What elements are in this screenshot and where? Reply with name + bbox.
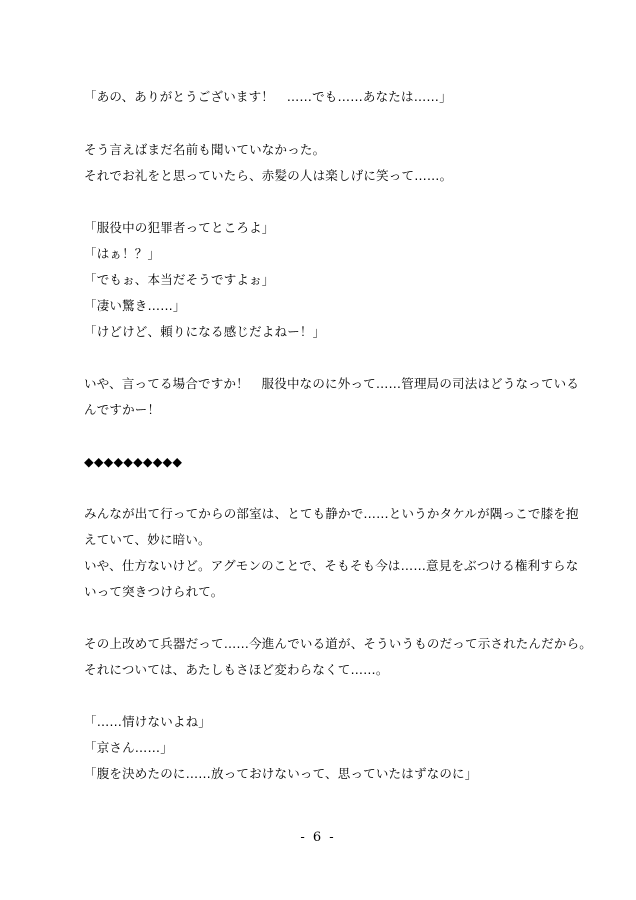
text-line-19: 「京さん……」 bbox=[84, 740, 173, 755]
text-line-5: 「はぁ！？」 bbox=[84, 246, 161, 261]
text-line-9: いや、言ってる場合ですか！ 服役中なのに外って……管理局の司法はどうなっている bbox=[84, 376, 580, 391]
section-divider: ◆◆◆◆◆◆◆◆◆◆ bbox=[84, 454, 183, 469]
text-line-10: んですかー！ bbox=[84, 402, 161, 417]
text-line-6: 「でもぉ、本当だそうですよぉ」 bbox=[84, 272, 275, 287]
text-line-8: 「けどけど、頼りになる感じだよねー！」 bbox=[84, 324, 326, 339]
text-line-2: そう言えばまだ名前も聞いていなかった。 bbox=[84, 142, 326, 157]
text-line-17: それについては、あたしもさほど変わらなくて……。 bbox=[84, 662, 389, 677]
page-number: - 6 - bbox=[300, 830, 336, 845]
text-line-3: それでお礼をと思っていたら、赤髪の人は楽しげに笑って……。 bbox=[84, 168, 453, 183]
text-line-7: 「凄い驚き……」 bbox=[84, 298, 186, 313]
text-line-4: 「服役中の犯罪者ってところよ」 bbox=[84, 220, 275, 235]
text-line-12: みんなが出て行ってからの部室は、とても静かで……というかタケルが隅っこで膝を抱 bbox=[84, 506, 579, 521]
text-line-16: その上改めて兵器だって……今進んでいる道が、そういうものだって示されたんだから。 bbox=[84, 636, 593, 651]
text-line-14: いや、仕方ないけど。アグモンのことで、そもそも今は……意見をぶつける権利すらな bbox=[84, 558, 579, 573]
text-line-15: いって突きつけられて。 bbox=[84, 584, 224, 599]
text-line-18: 「……情けないよね」 bbox=[84, 714, 212, 729]
text-line-13: えていて、妙に暗い。 bbox=[84, 532, 211, 547]
text-line-1: 「あの、ありがとうございます！ ……でも……あなたは……」 bbox=[84, 89, 452, 104]
text-line-20: 「腹を決めたのに……放っておけないって、思っていたはずなのに」 bbox=[84, 766, 478, 781]
